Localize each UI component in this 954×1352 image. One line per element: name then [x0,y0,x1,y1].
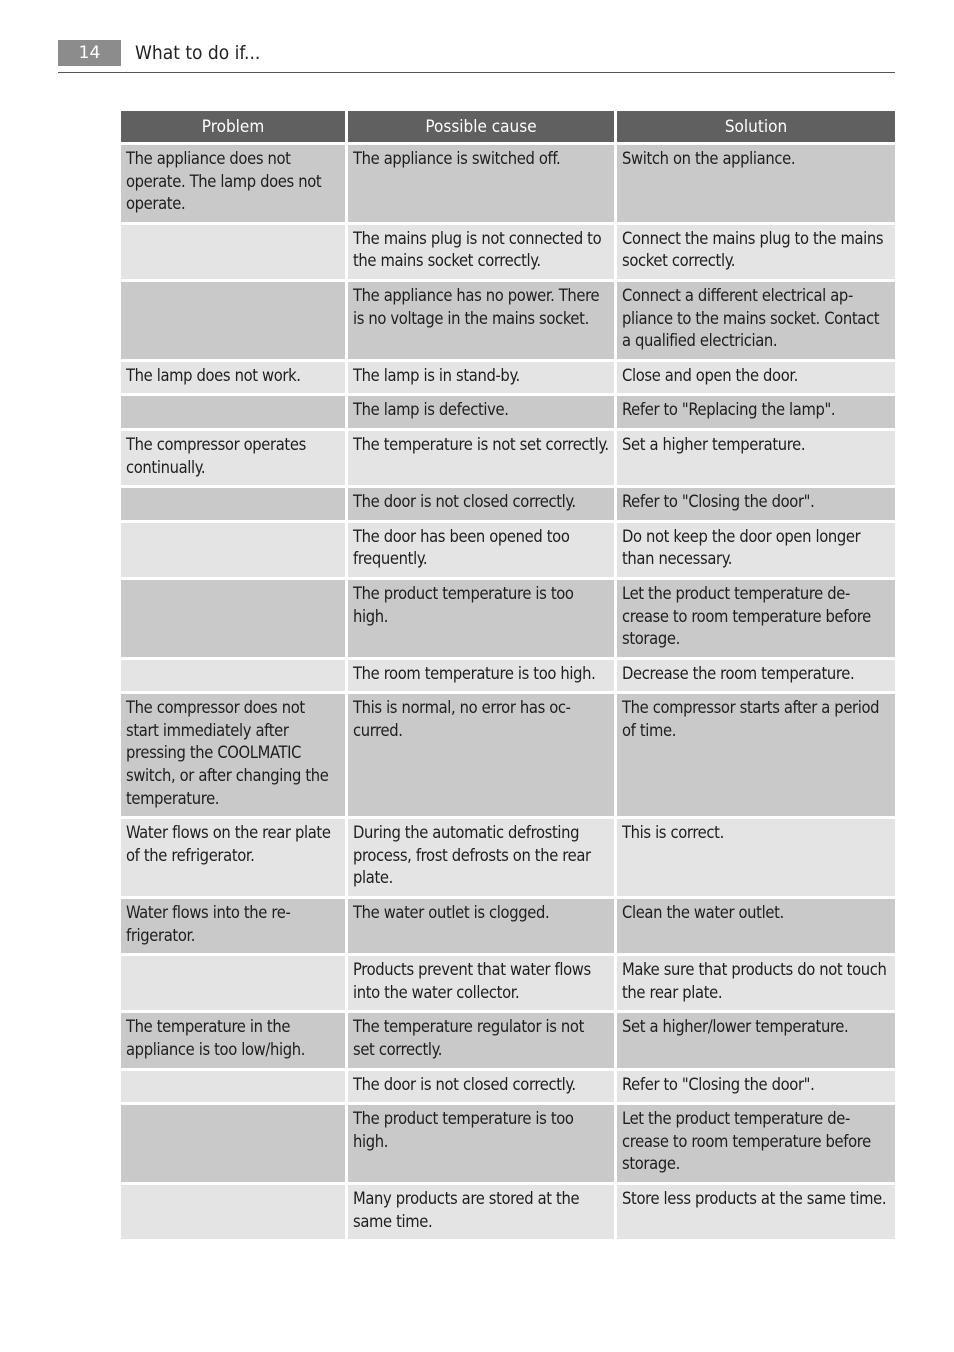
problem-cell [121,1185,345,1239]
cause-cell: The appliance is switched off. [348,145,614,222]
table-row [121,488,895,520]
solution-cell: Set a higher temperature. [617,431,895,485]
table-row [121,956,895,1010]
solution-cell: Connect a different electrical appliance to the mains socket. Contact a qualified electrician. [617,282,895,359]
table-row [121,1071,895,1103]
solution-cell: Refer to "Closing the door". [617,488,895,520]
table-row [121,1185,895,1239]
table-row [121,396,895,428]
solution-cell: Connect the mains plug to the mains socket correctly. [617,225,895,279]
problem-cell: The compressor does not start immediately after pressing the COOLMATIC switch, or after changing the temperature. [121,694,345,816]
page-number: 14 [58,40,121,66]
solution-cell: Close and open the door. [617,362,895,394]
table-row [121,694,895,816]
solution-cell: Refer to "Replacing the lamp". [617,396,895,428]
cause-cell: During the automatic defrosting process, frost defrosts on the rear plate. [348,819,614,896]
cause-cell: The temperature is not set correctly. [348,431,614,485]
column-header-possible-cause: Possible cause [348,111,614,142]
cause-cell: The lamp is in stand-by. [348,362,614,394]
problem-cell: Water flows on the rear plate of the refrigerator. [121,819,345,896]
cause-cell: This is normal, no error has occurred. [348,694,614,816]
table-body [121,145,895,1239]
solution-cell: Make sure that products do not touch the rear plate. [617,956,895,1010]
problem-cell [121,523,345,577]
cause-cell: The room temperature is too high. [348,660,614,692]
cause-cell: The door is not closed correctly. [348,488,614,520]
problem-cell: The appliance does not operate. The lamp does not operate. [121,145,345,222]
cause-cell: The water outlet is clogged. [348,899,614,953]
table-row [121,660,895,692]
table-row [121,899,895,953]
problem-cell [121,1105,345,1182]
solution-cell: Let the product temperature decrease to room temperature before storage. [617,580,895,657]
table-row [121,145,895,222]
table-row [121,282,895,359]
solution-cell: Let the product temperature decrease to room temperature before storage. [617,1105,895,1182]
solution-cell: This is correct. [617,819,895,896]
problem-cell: The compressor operates continually. [121,431,345,485]
table-row [121,819,895,896]
solution-cell: Refer to "Closing the door". [617,1071,895,1103]
cause-cell: The door has been opened too frequently. [348,523,614,577]
cause-cell: Many products are stored at the same time. [348,1185,614,1239]
table-row [121,225,895,279]
problem-cell: The lamp does not work. [121,362,345,394]
section-title: What to do if... [135,42,261,64]
solution-cell: Store less products at the same time. [617,1185,895,1239]
solution-cell: Clean the water outlet. [617,899,895,953]
cause-cell: The mains plug is not connected to the mains socket correctly. [348,225,614,279]
table-row [121,523,895,577]
problem-cell: The temperature in the appliance is too low/high. [121,1013,345,1067]
solution-cell: The compressor starts after a period of time. [617,694,895,816]
troubleshooting-table [118,108,898,1242]
problem-cell: Water flows into the refrigerator. [121,899,345,953]
cause-cell: The temperature regulator is not set correctly. [348,1013,614,1067]
cause-cell: The lamp is defective. [348,396,614,428]
table-row [121,580,895,657]
cause-cell: The product temperature is too high. [348,1105,614,1182]
solution-cell: Do not keep the door open longer than necessary. [617,523,895,577]
cause-cell: The product temperature is too high. [348,580,614,657]
solution-cell: Switch on the appliance. [617,145,895,222]
cause-cell: The appliance has no power. There is no voltage in the mains socket. [348,282,614,359]
solution-cell: Decrease the room temperature. [617,660,895,692]
problem-cell [121,488,345,520]
problem-cell [121,282,345,359]
cause-cell: The door is not closed correctly. [348,1071,614,1103]
column-header-problem: Problem [121,111,345,142]
table-row [121,1013,895,1067]
problem-cell [121,225,345,279]
problem-cell [121,396,345,428]
page-header [58,40,895,73]
solution-cell: Set a higher/lower temperature. [617,1013,895,1067]
problem-cell [121,1071,345,1103]
table-header [121,111,895,142]
table-row [121,1105,895,1182]
cause-cell: Products prevent that water flows into the water collector. [348,956,614,1010]
problem-cell [121,956,345,1010]
column-header-solution: Solution [617,111,895,142]
problem-cell [121,580,345,657]
table-row [121,431,895,485]
table-row [121,362,895,394]
problem-cell [121,660,345,692]
